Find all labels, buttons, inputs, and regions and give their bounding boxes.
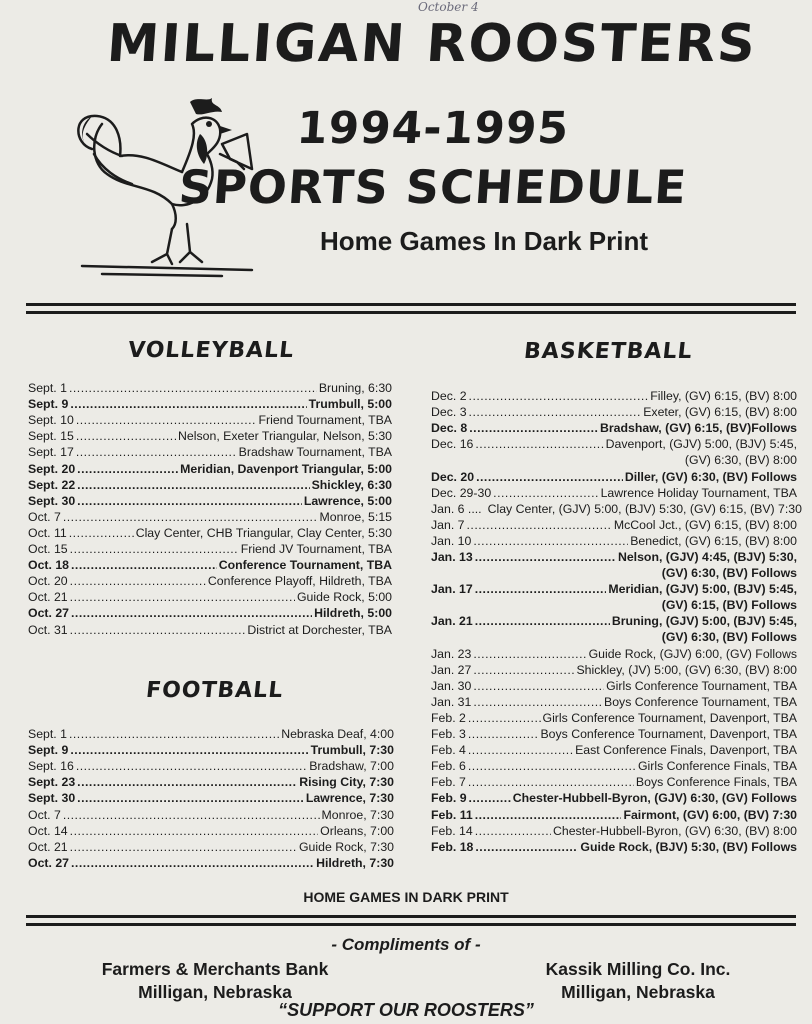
schedule-row [431,742,797,758]
compliments-line: - Compliments of - [331,935,481,954]
game-date: Dec. 20 [431,469,475,484]
game-date: Sept. 10 [28,413,74,428]
game-opponent-continued: (GV) 6:30, (BV) Follows [661,630,797,645]
team-title: MILLIGAN ROOSTERS [105,14,759,74]
sponsor-right-location: Milligan, Nebraska [561,982,715,1002]
leader-dots [70,589,295,605]
game-opponent: Shickley, (JV) 5:00, (GV) 6:30, (BV) 8:00 [576,662,797,677]
football-schedule [28,726,394,871]
volleyball-schedule [28,380,392,638]
leader-dots [70,622,246,638]
leader-dots [63,807,320,823]
sponsor-right-name: Kassik Milling Co. Inc. [545,959,731,979]
game-opponent: Monroe, 5:15 [319,509,392,524]
schedule-row [431,823,797,839]
game-opponent: Clay Center, CHB Triangular, Clay Center, 5:30 [135,525,392,540]
game-opponent: Girls Conference Finals, TBA [637,759,797,774]
schedule-row [431,581,797,597]
bottom-divider [26,915,796,918]
game-date: Jan. 31 [431,694,472,709]
game-opponent: Meridian, Davenport Triangular, 5:00 [180,461,392,476]
game-opponent: Nelson, (GJV) 4:45, (BJV) 5:30, [617,550,797,565]
leader-dots [473,646,586,662]
game-date: Sept. 23 [28,775,76,790]
leader-dots [63,509,318,525]
game-date: Jan. 6 .... [431,501,482,516]
leader-dots [469,420,598,436]
game-date: Feb. 6 [431,759,466,774]
game-date: Sept. 9 [28,397,69,412]
leader-dots [77,493,302,509]
schedule-row [431,790,797,806]
game-date: Dec. 2 [431,389,467,404]
game-opponent: Bradshaw, 7:00 [309,759,394,774]
schedule-row [431,420,797,436]
game-opponent: Girls Conference Tournament, Davenport, TBA [542,710,797,725]
schedule-row [28,742,394,758]
schedule-row [431,533,797,549]
leader-dots [71,605,312,621]
game-opponent: Rising City, 7:30 [299,775,394,790]
game-opponent: Boys Conference Tournament, TBA [604,694,797,709]
schedule-row [28,758,394,774]
schedule-row [28,839,394,855]
schedule-row [431,517,797,533]
game-date: Feb. 11 [431,807,473,822]
game-date: Oct. 31 [28,622,68,637]
game-date: Sept. 1 [28,727,67,742]
game-date: Feb. 3 [431,727,466,742]
game-date: Jan. 7 [431,517,465,532]
schedule-row [28,573,392,589]
handwritten-note: October 4 [418,0,479,14]
schedule-row [28,806,394,822]
schedule-row [431,726,797,742]
game-opponent: Bradshaw Tournament, TBA [238,445,392,460]
game-date: Jan. 30 [431,678,472,693]
game-date: Feb. 2 [431,710,466,725]
game-opponent: District at Dorchester, TBA [247,622,392,637]
game-date: Oct. 7 [28,807,61,822]
schedule-row [28,855,394,871]
schedule-row [431,388,797,404]
game-opponent: Guide Rock, 7:30 [298,839,394,854]
leader-dots [76,428,176,444]
leader-dots [468,758,636,774]
schedule-row [28,477,392,493]
season-years: 1994-1995 [295,103,571,154]
slogan: “SUPPORT OUR ROOSTERS” [278,1000,534,1020]
game-date: Sept. 16 [28,759,74,774]
game-opponent: Trumbull, 7:30 [310,743,394,758]
game-opponent: Filley, (GV) 6:15, (BV) 8:00 [650,389,797,404]
leader-dots [70,839,297,855]
game-opponent: Chester-Hubbell-Byron, (GV) 6:30, (BV) 8:00 [553,823,797,838]
leader-dots [70,396,306,412]
game-opponent: Fairmont, (GV) 6:00, (BV) 7:30 [623,807,797,822]
game-date: Sept. 15 [28,429,74,444]
leader-dots [468,774,634,790]
game-date: Jan. 13 [431,550,473,565]
game-opponent: Boys Conference Finals, TBA [635,775,797,790]
schedule-title: SPORTS SCHEDULE [177,160,689,214]
schedule-row [431,662,797,678]
schedule-row [431,678,797,694]
leader-dots [77,461,178,477]
schedule-row [431,646,797,662]
schedule-row [28,774,394,790]
game-date: Sept. 22 [28,477,76,492]
game-opponent: Exeter, (GV) 6:15, (BV) 8:00 [643,405,797,420]
game-opponent-continued: (GV) 6:30, (BV) 8:00 [684,453,797,468]
leader-dots [70,573,206,589]
game-opponent: Lawrence, 7:30 [305,791,394,806]
schedule-row [28,525,392,541]
schedule-row [431,758,797,774]
schedule-row [431,774,797,790]
game-opponent: Friend JV Tournament, TBA [240,542,392,557]
game-opponent-continued: (GV) 6:15, (BV) Follows [661,598,797,613]
game-opponent: Guide Rock, (BJV) 5:30, (BV) Follows [580,839,797,854]
leader-dots [468,742,573,758]
sponsor-right [520,958,756,1004]
schedule-row [28,412,392,428]
game-date: Oct. 7 [28,509,61,524]
game-date: Jan. 10 [431,533,472,548]
leader-dots [69,525,134,541]
game-date: Jan. 17 [431,582,473,597]
schedule-row [431,549,797,565]
game-opponent: Hildreth, 7:30 [316,855,394,870]
basketball-schedule [431,388,802,855]
game-date: Dec. 3 [431,405,467,420]
leader-dots [77,790,304,806]
game-opponent: Bradshaw, (GV) 6:15, (BV)Follows [599,421,797,436]
schedule-row [28,605,392,621]
leader-dots [475,613,610,629]
leader-dots [70,541,239,557]
game-opponent: Lawrence, 5:00 [303,493,392,508]
game-opponent: Guide Rock, 5:00 [296,590,392,605]
leader-dots [469,388,649,404]
leader-dots [473,533,628,549]
leader-dots [469,790,511,806]
game-date: Feb. 7 [431,775,466,790]
game-opponent: Shickley, 6:30 [311,477,392,492]
schedule-row [28,790,394,806]
game-opponent: Guide Rock, (GJV) 6:00, (GV) Follows [588,646,797,661]
game-date: Sept. 30 [28,791,76,806]
schedule-row [431,694,797,710]
game-date: Oct. 27 [28,606,70,621]
schedule-row [28,396,392,412]
basketball-heading: BASKETBALL [522,339,694,364]
game-date: Feb. 4 [431,743,466,758]
schedule-row [28,823,394,839]
game-opponent: McCool Jct., (GV) 6:15, (BV) 8:00 [613,517,797,532]
bottom-divider [26,923,796,926]
game-date: Dec. 8 [431,421,468,436]
game-date: Sept. 20 [28,461,76,476]
schedule-row [431,806,797,822]
game-opponent: Davenport, (GJV) 5:00, (BJV) 5:45, [605,437,797,452]
game-date: Jan. 21 [431,614,473,629]
game-date: Feb. 9 [431,791,467,806]
schedule-row [431,436,797,452]
game-date: Sept. 9 [28,743,69,758]
leader-dots [473,678,604,694]
game-date: Oct. 14 [28,823,68,838]
schedule-row [28,541,392,557]
game-date: Dec. 29-30 [431,485,492,500]
schedule-row [28,460,392,476]
schedule-row [431,501,802,517]
leader-dots [468,726,539,742]
leader-dots [475,436,603,452]
game-opponent: Chester-Hubbell-Byron, (GJV) 6:30, (GV) Follows [512,791,797,806]
game-opponent: Friend Tournament, TBA [258,413,392,428]
game-opponent: Nelson, Exeter Triangular, Nelson, 5:30 [178,429,392,444]
game-opponent: East Conference Finals, Davenport, TBA [575,743,797,758]
schedule-row [431,839,797,855]
leader-dots [76,444,237,460]
leader-dots [475,581,607,597]
leader-dots [475,839,578,855]
schedule-row [431,404,797,420]
game-opponent-continued: (GV) 6:30, (BV) Follows [661,566,797,581]
game-opponent: Conference Tournament, TBA [218,558,392,573]
leader-dots [76,412,257,428]
game-opponent: Orleans, 7:00 [320,823,394,838]
leader-dots [469,404,642,420]
game-opponent: Hildreth, 5:00 [314,606,392,621]
leader-dots [70,742,308,758]
schedule-row [431,613,797,629]
game-date: Sept. 1 [28,381,67,396]
leader-dots [77,477,309,493]
sponsor-left-location: Milligan, Nebraska [138,982,292,1002]
game-opponent: Lawrence Holiday Tournament, TBA [600,485,797,500]
game-date: Feb. 14 [431,823,473,838]
top-divider [26,311,796,314]
game-date: Oct. 11 [28,525,67,540]
leader-dots [69,726,279,742]
leader-dots [77,774,297,790]
game-opponent: Girls Conference Tournament, TBA [606,678,797,693]
game-opponent: Trumbull, 5:00 [308,397,392,412]
leader-dots [475,807,622,823]
schedule-row [431,468,797,484]
schedule-row [431,485,797,501]
leader-dots [473,694,602,710]
game-date: Oct. 21 [28,839,68,854]
game-date: Dec. 16 [431,437,474,452]
game-date: Oct. 15 [28,542,68,557]
schedule-row [28,726,394,742]
game-date: Sept. 17 [28,445,74,460]
game-opponent: Clay Center, (GJV) 5:00, (BJV) 5:30, (GV) 6:15, (BV) 7:30 [487,501,802,516]
schedule-row [431,710,797,726]
game-opponent: Nebraska Deaf, 4:00 [281,727,394,742]
schedule-row [28,428,392,444]
game-date: Oct. 27 [28,855,70,870]
leader-dots [473,662,574,678]
leader-dots [476,469,623,485]
leader-dots [493,485,598,501]
schedule-row [28,589,392,605]
leader-dots [70,823,319,839]
game-date: Feb. 18 [431,839,474,854]
game-opponent: Boys Conference Tournament, Davenport, TBA [540,727,797,742]
leader-dots [475,823,551,839]
schedule-row [28,493,392,509]
game-date: Oct. 21 [28,590,68,605]
leader-dots [71,557,217,573]
game-date: Oct. 18 [28,558,70,573]
leader-dots [71,855,314,871]
game-opponent: Bruning, 6:30 [318,381,392,396]
game-date: Jan. 27 [431,662,472,677]
game-opponent: Benedict, (GV) 6:15, (BV) 8:00 [630,533,797,548]
game-opponent: Conference Playoff, Hildreth, TBA [207,574,392,589]
leader-dots [468,710,541,726]
sponsor-left [80,958,350,1004]
football-heading: FOOTBALL [144,678,285,703]
game-opponent: Meridian, (GJV) 5:00, (BJV) 5:45, [608,582,797,597]
game-opponent: Diller, (GV) 6:30, (BV) Follows [624,469,797,484]
game-opponent: Bruning, (GJV) 5:00, (BJV) 5:45, [611,614,797,629]
home-games-note: HOME GAMES IN DARK PRINT [303,889,509,905]
leader-dots [69,380,317,396]
schedule-row [28,557,392,573]
schedule-row [28,380,392,396]
volleyball-heading: VOLLEYBALL [126,338,296,363]
game-date: Jan. 23 [431,646,472,661]
game-date: Sept. 30 [28,493,76,508]
top-divider [26,303,796,306]
schedule-row [28,621,392,637]
leader-dots [76,758,307,774]
schedule-row [28,509,392,525]
schedule-row [28,444,392,460]
game-date: Oct. 20 [28,574,68,589]
sponsor-left-name: Farmers & Merchants Bank [101,959,329,979]
leader-dots [467,517,612,533]
subtitle: Home Games In Dark Print [320,226,648,256]
game-opponent: Monroe, 7:30 [321,807,394,822]
leader-dots [475,549,616,565]
